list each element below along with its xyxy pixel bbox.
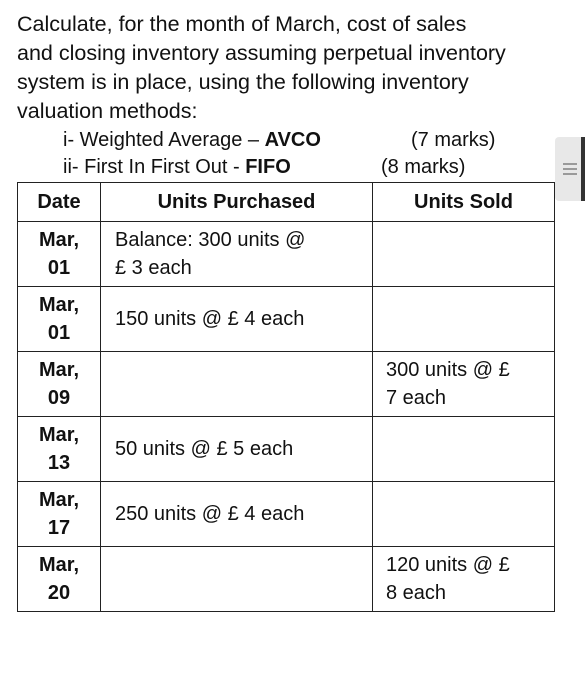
method-avco (63, 127, 523, 153)
sold-cell (373, 222, 555, 287)
date-cell (18, 352, 101, 417)
date-day: 20 (47, 582, 71, 604)
handle-grip-line (563, 168, 577, 170)
purchased-cell (101, 482, 373, 547)
sold-cell (373, 417, 555, 482)
purchased-text: 50 units @ £ 5 each (115, 438, 294, 460)
date-month: Mar, (38, 489, 80, 511)
date-cell (18, 482, 101, 547)
date-cell (18, 547, 101, 612)
date-month: Mar, (38, 294, 80, 316)
table-row (18, 547, 555, 612)
date-day: 17 (47, 517, 71, 539)
date-cell (18, 417, 101, 482)
table-row (18, 287, 555, 352)
method-prefix: ii- First In First Out - (63, 156, 246, 178)
method-prefix: i- Weighted Average – (63, 129, 265, 151)
sold-cell (373, 482, 555, 547)
sold-cell (373, 287, 555, 352)
table-header-row (18, 183, 555, 222)
sold-cell (373, 547, 555, 612)
sold-text: 7 each (386, 387, 447, 409)
header-units-purchased: Units Purchased (101, 183, 373, 222)
purchased-cell (101, 222, 373, 287)
handle-edge (581, 137, 585, 201)
date-day: 09 (47, 387, 71, 409)
handle-grip-line (563, 163, 577, 165)
method-marks: (8 marks) (381, 156, 466, 178)
purchased-cell (101, 287, 373, 352)
sold-cell (373, 352, 555, 417)
purchased-cell (101, 547, 373, 612)
date-day: 13 (47, 452, 71, 474)
date-month: Mar, (38, 554, 80, 576)
table-row (18, 482, 555, 547)
date-cell (18, 287, 101, 352)
method-code: AVCO (264, 129, 321, 151)
method-fifo (63, 154, 523, 180)
table-row (18, 222, 555, 287)
purchased-text: £ 3 each (115, 257, 192, 279)
purchased-text: 150 units @ £ 4 each (115, 308, 305, 330)
question-text (17, 10, 557, 126)
date-day: 01 (47, 257, 71, 279)
purchased-text: 250 units @ £ 4 each (115, 503, 305, 525)
table-row (18, 417, 555, 482)
date-month: Mar, (38, 359, 80, 381)
table-row (18, 352, 555, 417)
date-day: 01 (47, 322, 71, 344)
date-cell (18, 222, 101, 287)
drag-handle[interactable] (555, 137, 585, 201)
header-date: Date (18, 183, 101, 222)
sold-text: 120 units @ £ (386, 554, 510, 576)
question-line: valuation methods: (17, 99, 198, 123)
date-month: Mar, (38, 229, 80, 251)
method-code: FIFO (245, 156, 291, 178)
method-marks: (7 marks) (411, 129, 496, 151)
question-line: Calculate, for the month of March, cost of sales (17, 12, 467, 36)
question-line: system is in place, using the following inventory (17, 70, 469, 94)
purchased-cell (101, 352, 373, 417)
sold-text: 300 units @ £ (386, 359, 510, 381)
purchased-cell (101, 417, 373, 482)
question-line: and closing inventory assuming perpetual inventory (17, 41, 506, 65)
inventory-table (17, 182, 555, 612)
purchased-text: Balance: 300 units @ (115, 229, 306, 251)
date-month: Mar, (38, 424, 80, 446)
handle-grip-line (563, 173, 577, 175)
header-units-sold: Units Sold (373, 183, 555, 222)
sold-text: 8 each (386, 582, 447, 604)
